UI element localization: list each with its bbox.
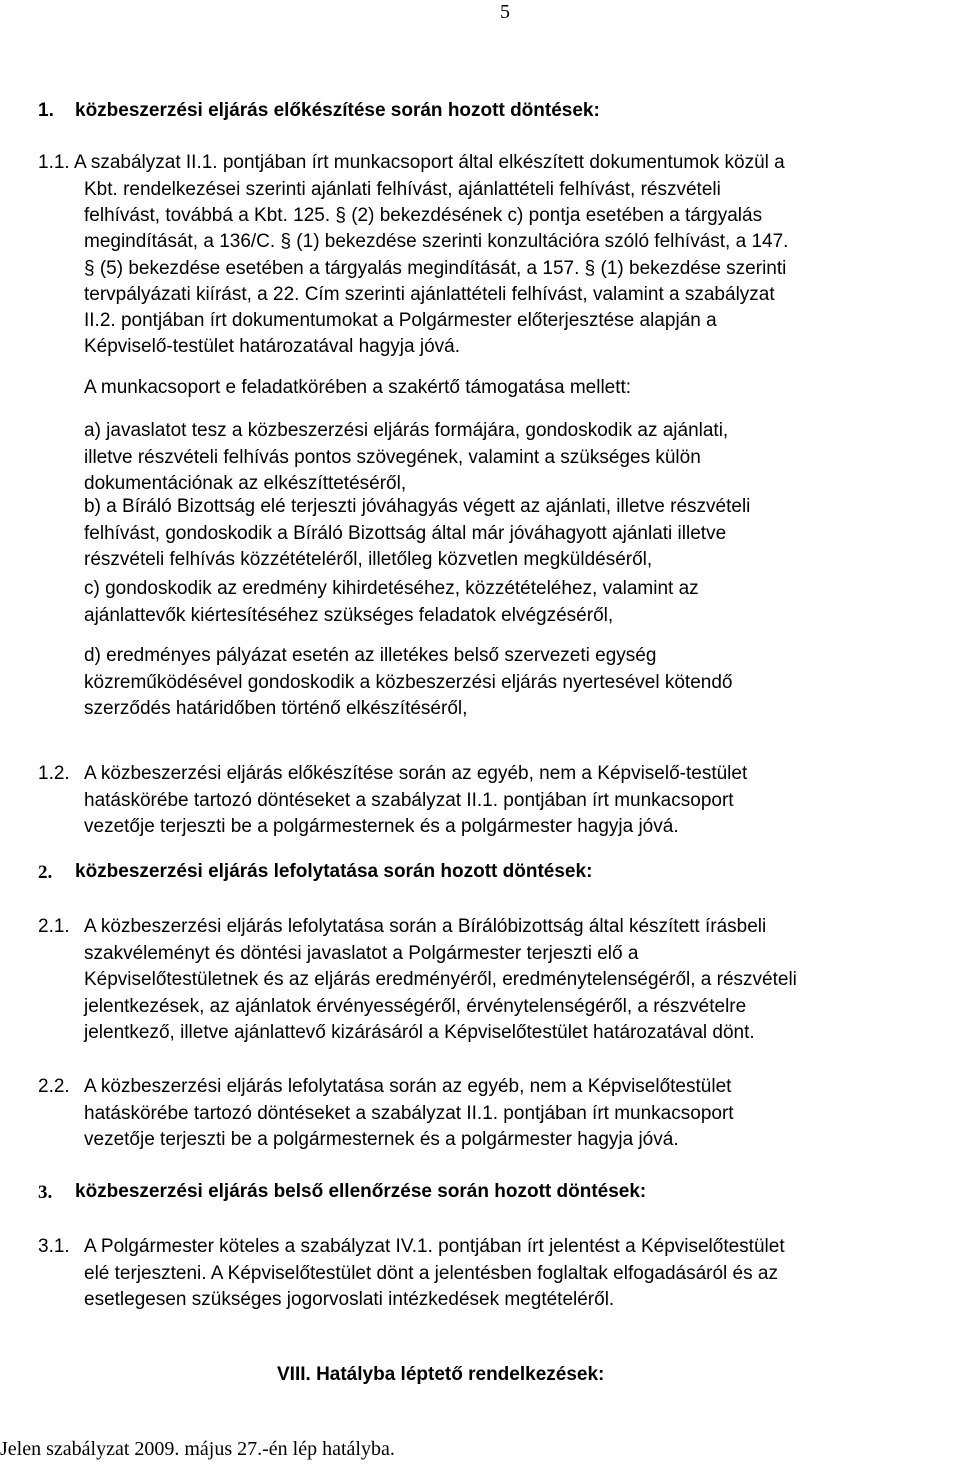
page-number: 5 bbox=[500, 1, 510, 23]
line: A közbeszerzési eljárás előkészítése során az egyéb, nem a Képviselő-testület bbox=[84, 763, 748, 784]
paragraph-2-1 bbox=[84, 914, 953, 1047]
paragraph-1-2 bbox=[84, 761, 953, 841]
section-3-number: 3. bbox=[38, 1182, 53, 1203]
item-b bbox=[84, 494, 953, 574]
line: hatáskörébe tartozó döntéseket a szabályzat II.1. pontjában írt munkacsoport bbox=[84, 1102, 734, 1124]
paragraph-3-1-lead: 3.1. bbox=[38, 1236, 70, 1257]
line: d) eredményes pályázat esetén az illetékes belső szervezeti egység bbox=[84, 645, 657, 666]
line: vezetője terjeszti be a polgármesternek és a polgármester hagyja jóvá. bbox=[84, 1129, 679, 1150]
workgroup-intro: A munkacsoport e feladatkörében a szakértő támogatása mellett: bbox=[84, 377, 632, 398]
paragraph-3-1 bbox=[84, 1234, 953, 1314]
line: esetlegesen szükséges jogorvoslati intézkedések megtételéről. bbox=[84, 1289, 615, 1310]
chapter-viii-heading: VIII. Hatályba léptető rendelkezések: bbox=[277, 1364, 605, 1385]
line: illetve részvételi felhívás pontos szövegének, valamint a szükséges külön bbox=[84, 446, 701, 468]
line: felhívást, gondoskodik a Bíráló Bizottság által már jóváhagyott ajánlati illetve bbox=[84, 522, 727, 544]
line: A közbeszerzési eljárás lefolytatása során az egyéb, nem a Képviselőtestület bbox=[84, 1076, 732, 1097]
item-d bbox=[84, 643, 732, 723]
section-3-heading: közbeszerzési eljárás belső ellenőrzése során hozott döntések: bbox=[75, 1181, 647, 1202]
paragraph-1-1-continued bbox=[84, 177, 953, 360]
line: Képviselő-testület határozatával hagyja jóvá. bbox=[84, 336, 461, 358]
line: tervpályázati kiírást, a 22. Cím szerinti ajánlattételi felhívást, valamint a szabályzat bbox=[84, 283, 775, 305]
paragraph-1-1-line-1 bbox=[38, 150, 910, 176]
line: elé terjeszteni. A Képviselőtestület dönt a jelentésben foglaltak elfogadásáról és az bbox=[84, 1262, 778, 1284]
line: a) javaslatot tesz a közbeszerzési eljárás formájára, gondoskodik az ajánlati, bbox=[84, 420, 729, 441]
line: ajánlattevők kiértesítéséhez szükséges feladatok elvégzéséről, bbox=[84, 604, 614, 626]
line: II.2. pontjában írt dokumentumokat a Polgármester előterjesztése alapján a bbox=[84, 310, 717, 332]
item-c bbox=[84, 576, 699, 629]
paragraph-2-2-lead: 2.2. bbox=[38, 1076, 70, 1097]
line: Képviselőtestületnek és az eljárás eredményéről, eredménytelenségéről, a részvételi bbox=[84, 969, 797, 990]
paragraph-1-2-lead: 1.2. bbox=[38, 763, 70, 784]
line: A Polgármester köteles a szabályzat IV.1. pontjában írt jelentést a Képviselőtestület bbox=[84, 1236, 785, 1257]
paragraph-1-1-text: A szabályzat II.1. pontjában írt munkacsoport által elkészített dokumentumok közül a bbox=[73, 152, 785, 173]
line: c) gondoskodik az eredmény kihirdetéséhez, közzétételéhez, valamint az bbox=[84, 578, 699, 599]
paragraph-2-1-lead: 2.1. bbox=[38, 916, 70, 937]
section-2-heading: közbeszerzési eljárás lefolytatása során hozott döntések: bbox=[75, 861, 593, 882]
line: jelentkezések, az ajánlatok érvényességéről, érvénytelenségéről, a részvételre bbox=[84, 995, 747, 1017]
paragraph-1-1-lead: 1.1. bbox=[38, 152, 70, 173]
line: szakvéleményt és döntési javaslatot a Polgármester terjeszti elő a bbox=[84, 942, 639, 964]
line: felhívást, továbbá a Kbt. 125. § (2) bekezdésének c) pontja esetében a tárgyalás bbox=[84, 205, 763, 227]
line: vezetője terjeszti be a polgármesternek és a polgármester hagyja jóvá. bbox=[84, 816, 679, 837]
line: b) a Bíráló Bizottság elé terjeszti jóváhagyás végett az ajánlati, illetve részvételi bbox=[84, 496, 751, 517]
line: részvételi felhívás közzétételéről, illetőleg közvetlen megküldéséről, bbox=[84, 549, 653, 570]
line: Kbt. rendelkezései szerinti ajánlati felhívást, ajánlattételi felhívást, részvételi bbox=[84, 179, 721, 200]
paragraph-1-1 bbox=[38, 150, 910, 176]
line: dokumentációnak az elkészíttetéséről, bbox=[84, 473, 407, 494]
line: hatáskörébe tartozó döntéseket a szabályzat II.1. pontjában írt munkacsoport bbox=[84, 789, 734, 811]
paragraph-2-2 bbox=[84, 1074, 953, 1154]
line: jelentkező, illetve ajánlattevő kizárásáról a Képviselőtestület határozatával dönt. bbox=[84, 1022, 755, 1043]
effective-date-statement: Jelen szabályzat 2009. május 27.-én lép hatályba. bbox=[0, 1438, 395, 1460]
line: szerződés határidőben történő elkészítéséről, bbox=[84, 698, 468, 719]
section-1-heading: közbeszerzési eljárás előkészítése során hozott döntések: bbox=[75, 100, 600, 121]
section-2-number: 2. bbox=[38, 862, 53, 883]
section-1-number: 1. bbox=[38, 100, 54, 121]
item-a bbox=[84, 418, 953, 498]
line: § (5) bekezdése esetében a tárgyalás megindítását, a 157. § (1) bekezdése szerinti bbox=[84, 257, 787, 279]
line: A közbeszerzési eljárás lefolytatása során a Bírálóbizottság által készített írásbeli bbox=[84, 916, 767, 937]
line: megindítását, a 136/C. § (1) bekezdése szerinti konzultációra szóló felhívást, a 147. bbox=[84, 231, 789, 253]
line: közreműködésével gondoskodik a közbeszerzési eljárás nyertesével kötendő bbox=[84, 671, 733, 693]
